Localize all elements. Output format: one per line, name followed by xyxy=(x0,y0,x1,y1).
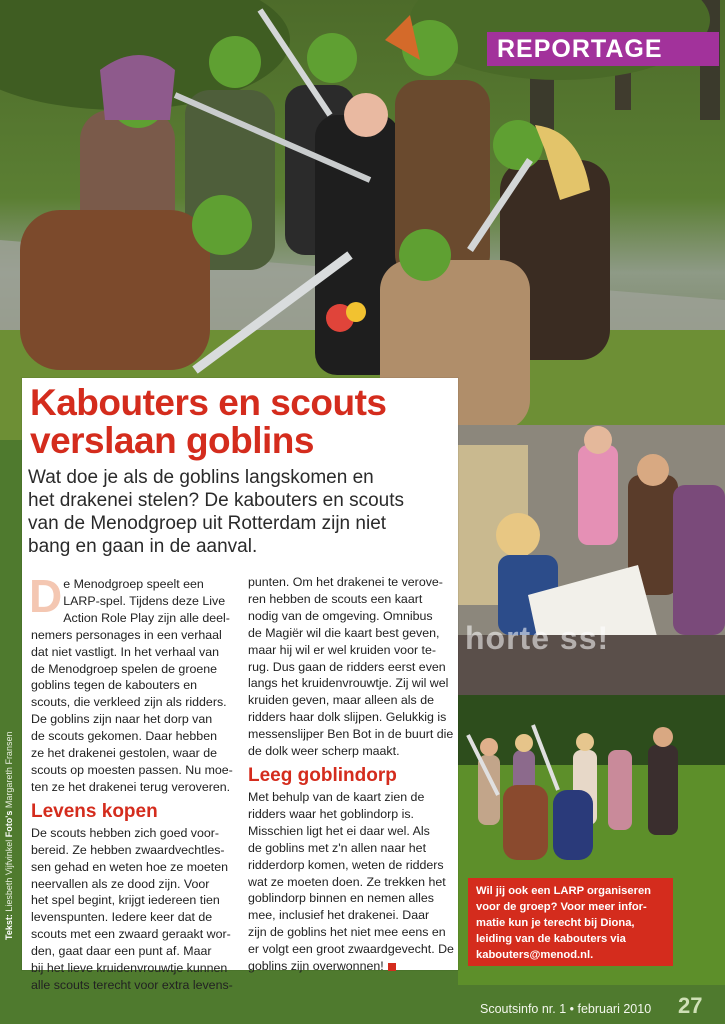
section-label: REPORTAGE xyxy=(487,32,719,66)
body-line: maar hij wil er wel kruiden voor te- xyxy=(248,642,436,657)
body-line: nodig van de omgeving. Omnibus xyxy=(248,608,433,623)
headline-line-1: Kabouters en scouts xyxy=(30,382,387,423)
article-column-2 xyxy=(248,574,456,975)
body-line: bereid. Ze hebben zwaardvechtles- xyxy=(31,842,225,857)
intro-line-1: Wat doe je als de goblins langskomen en xyxy=(28,467,374,488)
credit-photo-author: Margareth Fransen xyxy=(4,731,14,809)
body-line: ren hebben de scouts een kaart xyxy=(248,591,423,606)
info-email[interactable]: kabouters@menod.nl. xyxy=(476,949,594,961)
body-line: langs het kruidenvrouwtje. Zij wil wel xyxy=(248,676,449,691)
body-line: e Menodgroep speelt een xyxy=(63,577,204,591)
credit-text-label: Tekst: xyxy=(4,914,14,940)
body-line: mee, inclusief het drakenei. Daar xyxy=(248,908,430,923)
body-line: de scouts gekomen. Daar hebben xyxy=(31,729,217,744)
body-line: rug. Dus gaan de ridders eerst even xyxy=(248,659,446,674)
body-line: bij het lieve kruidenvrouwtje kunnen xyxy=(31,961,228,976)
body-line: De scouts hebben zich goed voor- xyxy=(31,825,220,840)
body-line: scouts met een zwaard geraakt wor- xyxy=(31,927,231,942)
body-line: levenspunten. Iedere keer dat de xyxy=(31,910,213,925)
body-line: nemers personages in een verhaal xyxy=(31,627,222,642)
closing-sentence: goblins zijn overwonnen! xyxy=(248,959,384,974)
body-line: LARP-spel. Tijdens deze Live xyxy=(63,593,226,608)
body-line: de Menodgroep spelen de groene xyxy=(31,661,218,676)
credit-text-author: Liesbeth Vijfvinkel xyxy=(4,839,14,912)
body-line: sen gehad en weten hoe ze moeten xyxy=(31,859,229,874)
body-line: Misschien ligt het ei daar wel. Als xyxy=(248,823,430,838)
body-line: goblindorp binnen en nemen alles xyxy=(248,891,434,906)
info-line: leiding van de kabouters via xyxy=(476,933,626,945)
body-line: de Magiër wil die kaart best geven, xyxy=(248,625,440,640)
subhead-levens-kopen: Levens kopen xyxy=(31,800,158,822)
subhead-leeg-goblindorp: Leeg goblindorp xyxy=(248,764,397,786)
page-number: 27 xyxy=(678,993,703,1018)
drop-cap: D xyxy=(29,570,63,622)
body-line: scouts, die verkleed zijn als ridders. xyxy=(31,695,227,710)
body-line: ridders haar dolk slijpen. Gelukkig is xyxy=(248,710,447,725)
body-line-last xyxy=(248,958,456,975)
body-line: punten. Om het drakenei te verove- xyxy=(248,575,443,589)
body-line: ridderdorp komen, weten de ridders xyxy=(248,857,444,872)
credit-photo-label: Foto's xyxy=(4,810,14,838)
photo-credit xyxy=(4,732,14,940)
article-headline xyxy=(30,384,456,460)
body-line: wat ze moeten doen. Ze trekken het xyxy=(248,874,446,889)
info-line: matie kun je terecht bij Diona, xyxy=(476,917,635,929)
cover-photo-goblins xyxy=(0,0,725,440)
body-line: dat niet vastligt. In het verhaal van xyxy=(31,644,220,659)
body-line: het spel begint, krijgt iedereen tien xyxy=(31,893,220,908)
article-intro xyxy=(28,466,678,558)
body-line: Action Role Play zijn alle deel- xyxy=(63,610,230,625)
body-line: scouts op moesten passen. Nu moe- xyxy=(31,762,233,777)
info-line: voor de groep? Voor meer infor- xyxy=(476,901,647,913)
body-line: De goblins zijn naar het dorp van xyxy=(31,712,213,727)
body-line: er volgt een groot zwaardgevecht. De xyxy=(248,942,454,957)
body-line: goblins tegen de kabouters en xyxy=(31,678,198,693)
headline-line-2: verslaan goblins xyxy=(30,420,314,461)
body-line: de dolk weer scherp maakt. xyxy=(248,744,400,759)
body-line: ridders waar het goblindorp is. xyxy=(248,806,414,821)
body-line: messenslijper Ben Bot in de buurt die xyxy=(248,727,454,742)
body-line: Met behulp van de kaart zien de xyxy=(248,789,425,804)
info-line: Wil jij ook een LARP organiseren xyxy=(476,885,652,897)
article-column-1 xyxy=(29,570,239,994)
body-line: de goblins met z'n allen naar het xyxy=(248,840,427,855)
intro-line-2: het drakenei stelen? De kabouters en scouts xyxy=(28,490,405,511)
end-mark-icon xyxy=(388,963,396,971)
body-line: kruiden geven, maar alleen als de xyxy=(248,693,434,708)
photobucket-watermark: horte ss! xyxy=(465,620,610,656)
body-line: den, gaat daar een punt af. Maar xyxy=(31,944,212,959)
info-box-larp xyxy=(468,878,673,966)
body-line: ten ze het drakenei terug veroveren. xyxy=(31,779,231,794)
article-panel xyxy=(22,378,458,992)
body-line: ze het drakenei gestolen, waar de xyxy=(31,746,217,761)
intro-line-3: van de Menodgroep uit Rotterdam zijn niet xyxy=(28,513,387,534)
body-line: neervallen als ze dood zijn. Voor xyxy=(31,876,210,891)
intro-line-4: bang en gaan in de aanval. xyxy=(28,536,258,557)
body-line: zijn de goblins het niet mee eens en xyxy=(248,925,446,940)
body-line: alle scouts terecht voor extra levens- xyxy=(31,977,233,992)
goblin-group-illustration xyxy=(0,0,725,440)
magazine-footer: Scoutsinfo nr. 1 • februari 2010 xyxy=(480,1002,652,1016)
